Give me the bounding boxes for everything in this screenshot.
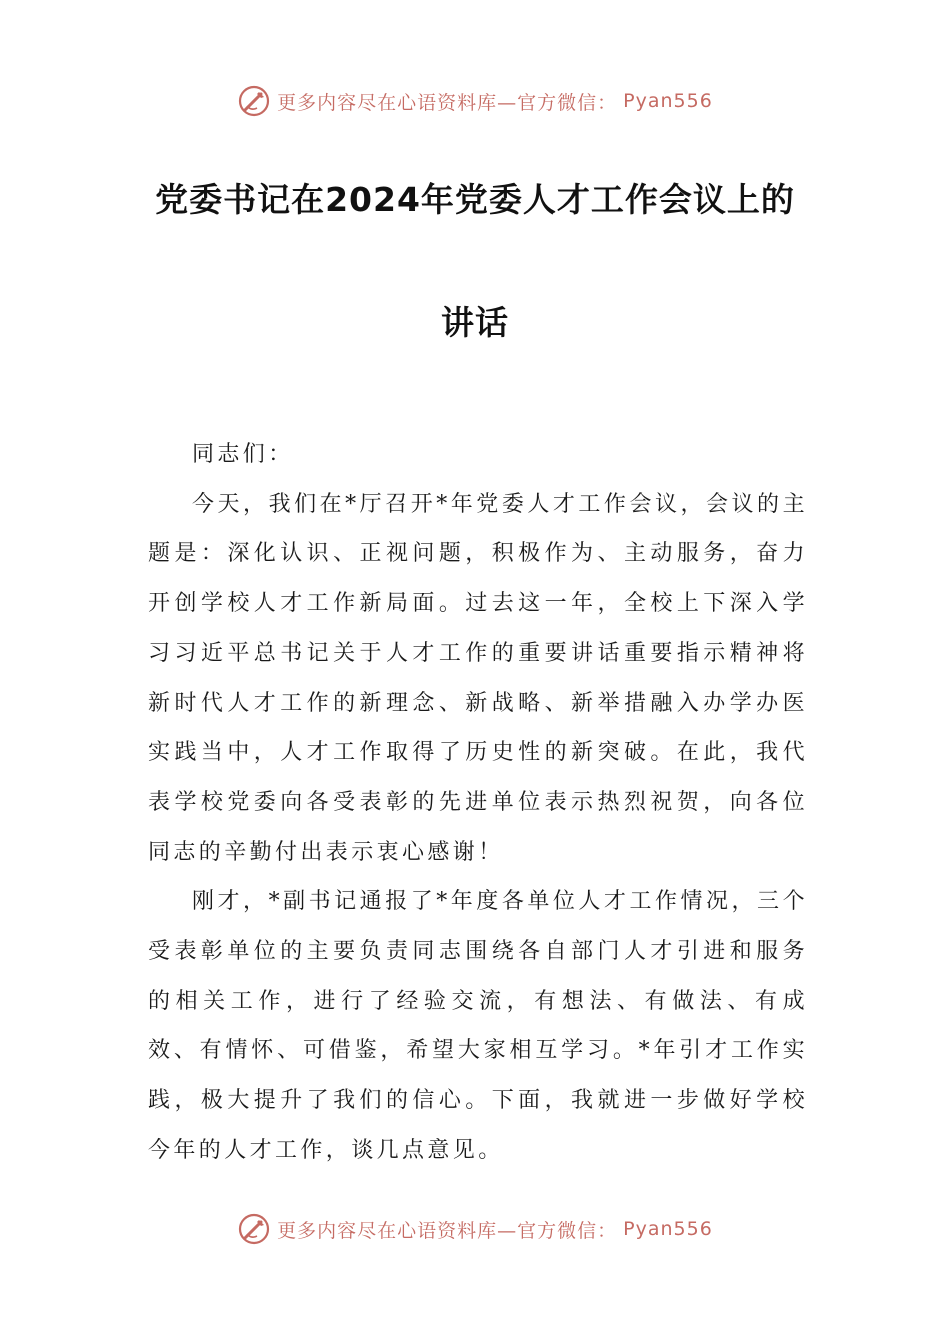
header-watermark	[0, 84, 950, 118]
watermark-text: 更多内容尽在心语资料库—官方微信：	[277, 1219, 618, 1242]
footer-watermark	[0, 1212, 950, 1246]
document-body	[148, 430, 808, 1176]
salutation: 同志们：	[192, 442, 294, 467]
paragraph-2: 刚才，*副书记通报了*年度各单位人才工作情况，三个受表彰单位的主要负责同志围绕各自部门人才引进和服务的相关工作，进行了经验交流，有想法、有做法、有成效、有情怀、可借鉴，希望大家相互学习。*年引才工作实践，极大提升了我们的信心。下面，我就进一步做好学校今年的人才工作，谈几点意见。	[148, 889, 808, 1163]
watermark-text: 更多内容尽在心语资料库—官方微信：	[277, 91, 618, 114]
paragraph-1: 今天，我们在*厅召开*年党委人才工作会议，会议的主题是：深化认识、正视问题，积极作为、主动服务，奋力开创学校人才工作新局面。过去这一年，全校上下深入学习习近平总书记关于人才工作的重要讲话重要指示精神将新时代人才工作的新理念、新战略、新举措融入办学办医实践当中，人才工作取得了历史性的新突破。在此，我代表学校党委向各受表彰的先进单位表示热烈祝贺，向各位同志的辛勤付出表示衷心感谢！	[148, 491, 808, 865]
document-title-line2: 讲话	[441, 303, 509, 342]
watermark-handle: Pyan556	[623, 1218, 713, 1240]
document-title-line1: 党委书记在2024年党委人才工作会议上的	[155, 180, 795, 219]
watermark-handle: Pyan556	[623, 90, 713, 112]
pen-logo-icon	[237, 84, 271, 118]
pen-logo-icon	[237, 1212, 271, 1246]
